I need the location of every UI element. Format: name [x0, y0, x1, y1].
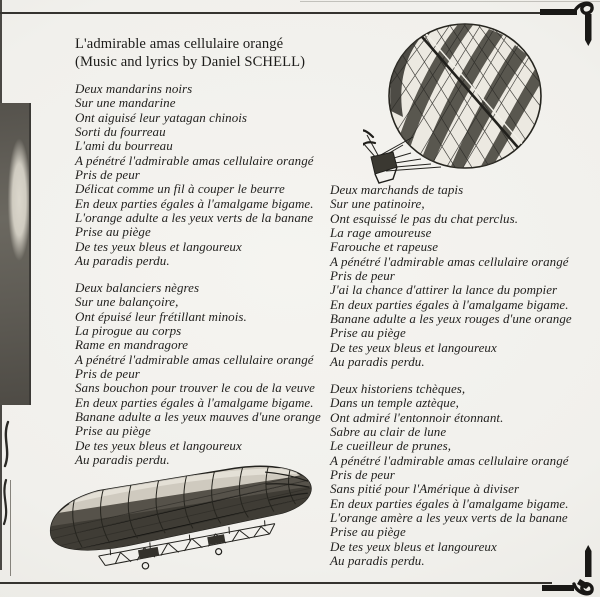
lyric-line: De tes yeux bleus et langoureux — [75, 238, 242, 254]
lyric-line: En deux parties égales à l'amalgame bigame. — [75, 394, 314, 410]
lyric-line: Ont admiré l'entonnoir étonnant. — [330, 409, 504, 425]
stanza-1 — [75, 82, 333, 268]
lyric-line: Sur une mandarine — [75, 95, 176, 111]
stanza-3 — [330, 183, 588, 369]
adjacent-page-photo-strip — [0, 103, 31, 405]
lyric-line: Sabre au clair de lune — [330, 424, 447, 439]
lyric-line: La pirogue au corps — [75, 323, 182, 338]
stanza-2 — [75, 281, 333, 467]
lyric-line: Dans un temple aztèque, — [330, 395, 459, 411]
binding-ink-marks — [0, 418, 16, 538]
lyric-line: La rage amoureuse — [330, 225, 432, 241]
hot-air-balloon-illustration — [363, 17, 551, 189]
lyric-line: L'orange amère a les yeux verts de la banane — [330, 510, 568, 526]
lyric-line: Deux mandarins noirs — [75, 81, 193, 96]
lyric-line: Deux balanciers nègres — [75, 279, 200, 295]
lyric-line: Prise au piège — [330, 325, 406, 341]
frame-bottom-rule — [0, 582, 552, 584]
lyric-line: Pris de peur — [75, 366, 140, 382]
lyric-line: L'orange adulte a les yeux verts de la banane — [75, 210, 314, 226]
lyric-line: Banane adulte a les yeux rouges d'une orange — [330, 311, 572, 327]
song-title: L'admirable amas cellulaire orangé — [75, 36, 284, 52]
lyric-line: Farouche et rapeuse — [330, 239, 439, 255]
lyrics-column-left — [75, 82, 333, 480]
lyric-line: Deux marchands de tapis — [330, 182, 464, 197]
frame-top-rule — [0, 12, 552, 14]
lyric-line: De tes yeux bleus et langoureux — [330, 339, 497, 355]
lyric-line: De tes yeux bleus et langoureux — [330, 538, 497, 554]
lyric-line: A pénétré l'admirable amas cellulaire orangé — [330, 452, 569, 468]
stanza-4 — [330, 382, 588, 568]
lyric-line: En deux parties égales à l'amalgame bigame. — [75, 195, 314, 211]
lyric-line: De tes yeux bleus et langoureux — [75, 437, 242, 453]
lyric-line: Ont esquissé le pas du chat perclus. — [330, 210, 518, 226]
lyric-line: A pénétré l'admirable amas cellulaire orangé — [75, 351, 314, 367]
lyric-line: En deux parties égales à l'amalgame bigame. — [330, 296, 569, 312]
lyrics-column-right — [330, 183, 588, 581]
lyric-line: Sans bouchon pour trouver le cou de la veuve — [75, 380, 315, 396]
credit-line: (Music and lyrics by Daniel SCHELL) — [75, 53, 306, 70]
lyric-line: Au paradis perdu. — [330, 354, 425, 370]
lyric-line: Sur une balançoire, — [75, 294, 179, 310]
lyric-line: Rame en mandragore — [75, 337, 189, 353]
title-block — [75, 36, 305, 71]
lyric-line: A pénétré l'admirable amas cellulaire orangé — [330, 253, 569, 269]
lyric-line: J'ai la chance d'attirer la lance du pompier — [330, 282, 558, 298]
lyric-line: A pénétré l'admirable amas cellulaire orangé — [75, 152, 314, 168]
lyric-line: Ont épuisé leur frétillant minois. — [75, 308, 247, 324]
lyric-line: Pris de peur — [330, 467, 395, 483]
lyric-line: Ont aiguisé leur yatagan chinois — [75, 109, 248, 125]
lyric-line: Prise au piège — [75, 423, 151, 439]
lyric-line: En deux parties égales à l'amalgame bigame. — [330, 495, 569, 511]
lyric-line: Délicat comme un fil à couper le beurre — [75, 181, 285, 197]
lyric-line: Au paradis perdu. — [330, 553, 425, 569]
lyric-line: Au paradis perdu. — [75, 452, 170, 468]
lyric-line: Sorti du fourreau — [75, 124, 166, 140]
lyric-line: Deux historiens tchèques, — [330, 380, 466, 396]
lyric-line: L'ami du bourreau — [75, 138, 173, 154]
lyric-line: Le cueilleur de prunes, — [330, 438, 452, 454]
zeppelin-illustration — [38, 460, 328, 582]
lyric-line: Au paradis perdu. — [75, 253, 170, 269]
lyric-line: Sur une patinoire, — [330, 196, 425, 212]
lyric-line: Banane adulte a les yeux mauves d'une orange — [75, 409, 321, 425]
lyric-line: Sans pitié pour l'Amérique à diviser — [330, 481, 520, 497]
lyric-line: Prise au piège — [75, 224, 151, 240]
lyric-line: Prise au piège — [330, 524, 406, 540]
lyric-line: Pris de peur — [75, 167, 140, 183]
lyric-line: Pris de peur — [330, 268, 395, 284]
page-crease-line — [10, 480, 11, 576]
